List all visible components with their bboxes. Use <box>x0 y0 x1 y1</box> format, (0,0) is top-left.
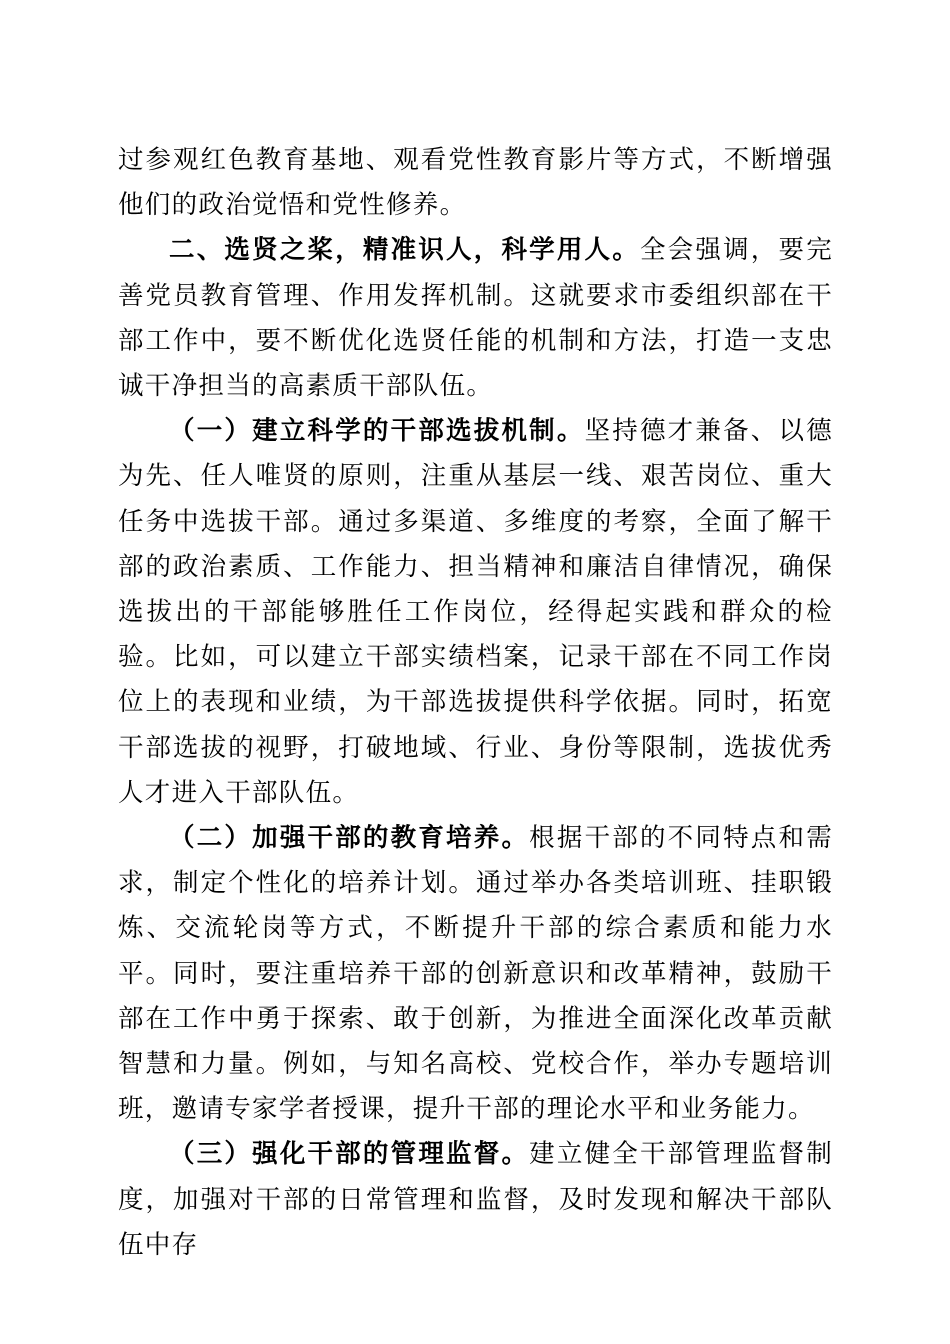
paragraph-text: 建立健全干部管理监督制度，加强对干部的日常管理和监督，及时发现和解决干部队伍中存 <box>118 1139 833 1260</box>
paragraph-subsection-two <box>118 816 833 1132</box>
paragraph-section-two <box>118 228 833 409</box>
paragraph-text: 根据干部的不同特点和需求，制定个性化的培养计划。通过举办各类培训班、挂职锻炼、交流轮岗等方式，不断提升干部的综合素质和能力水平。同时，要注重培养干部的创新意识和改革精神，鼓励干部在工作中勇于探索、敢于创新，为推进全面深化改革贡献智慧和力量。例如，与知名高校、党校合作，举办专题培训班，邀请专家学者授课，提升干部的理论水平和业务能力。 <box>118 823 833 1125</box>
subsection-heading: （三）强化干部的管理监督。 <box>169 1139 530 1170</box>
subsection-heading: （一）建立科学的干部选拔机制。 <box>169 416 585 447</box>
paragraph-text: 过参观红色教育基地、观看党性教育影片等方式，不断增强他们的政治觉悟和党性修养。 <box>118 145 833 221</box>
paragraph-continuation <box>118 138 833 228</box>
section-heading: 二、选贤之桨，精准识人，科学用人。 <box>169 235 640 266</box>
document-body <box>118 138 833 1268</box>
paragraph-subsection-one <box>118 409 833 816</box>
paragraph-subsection-three <box>118 1132 833 1268</box>
paragraph-text: 全会强调，要完善党员教育管理、作用发挥机制。这就要求市委组织部在干部工作中，要不断优化选贤任能的机制和方法，打造一支忠诚干净担当的高素质干部队伍。 <box>118 235 833 402</box>
subsection-heading: （二）加强干部的教育培养。 <box>169 823 530 854</box>
paragraph-text: 坚持德才兼备、以德为先、任人唯贤的原则，注重从基层一线、艰苦岗位、重大任务中选拔干部。通过多渠道、多维度的考察，全面了解干部的政治素质、工作能力、担当精神和廉洁自律情况，确保选拔出的干部能够胜任工作岗位，经得起实践和群众的检验。比如，可以建立干部实绩档案，记录干部在不同工作岗位上的表现和业绩，为干部选拔提供科学依据。同时，拓宽干部选拔的视野，打破地域、行业、身份等限制，选拔优秀人才进入干部队伍。 <box>118 416 833 808</box>
